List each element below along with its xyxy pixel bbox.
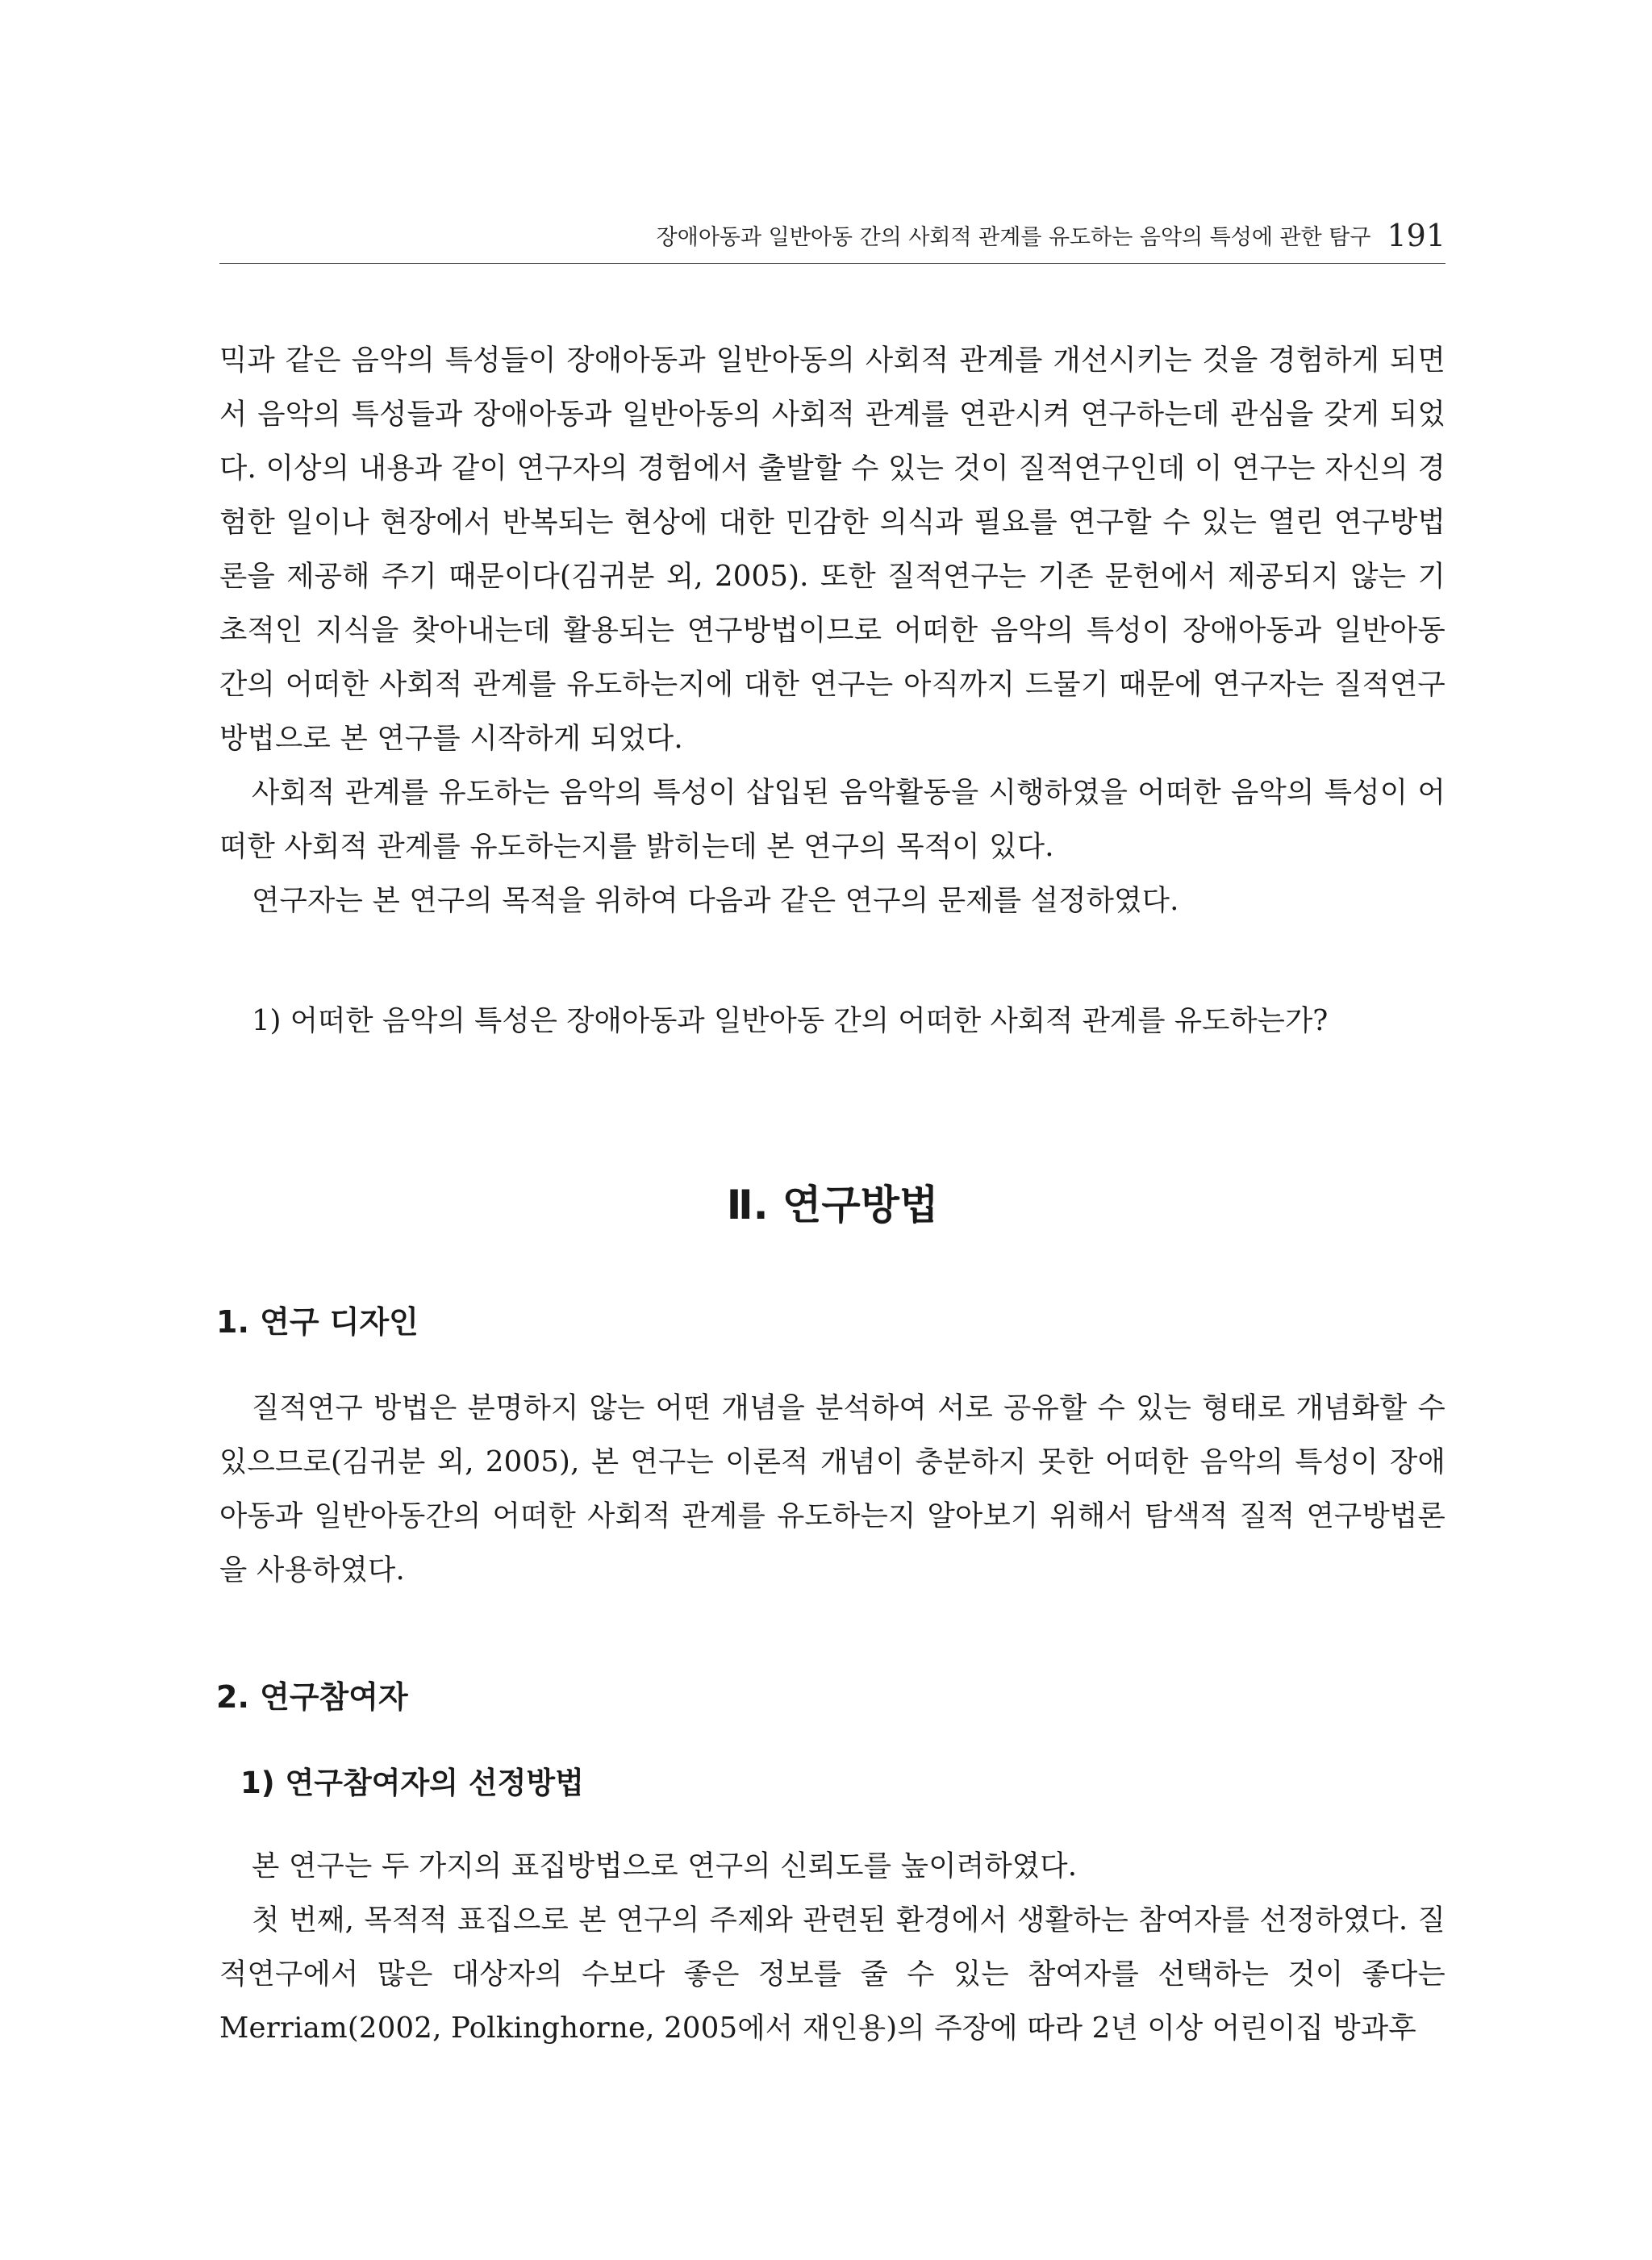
running-title: 장애아동과 일반아동 간의 사회적 관계를 유도하는 음악의 특성에 관한 탐구 — [656, 225, 1371, 250]
intro-paragraph-1: 믹과 같은 음악의 특성들이 장애아동과 일반아동의 사회적 관계를 개선시키는 것을 경험하게 되면서 음악의 특성들과 장애아동과 일반아동의 사회적 관계를 연관시켜 연구하는데 관심을 갖게 되었다. 이상의 내용과 같이 연구자의 경험에서 출발할 수 있는 것이 질적연구인데 이 연구는 자신의 경험한 일이나 현장에서 반복되는 현상에 대한 민감한 의식과 필요를 연구할 수 있는 열린 연구방법론을 제공해 주기 때문이다(김귀분 외, 2005). 또한 질적연구는 기존 문헌에서 제공되지 않는 기초적인 지식을 찾아내는데 활용되는 연구방법이므로 어떠한 음악의 특성이 장애아동과 일반아동 간의 어떠한 사회적 관계를 유도하는지에 대한 연구는 아직까지 드물기 때문에 연구자는 질적연구 방법으로 본 연구를 시작하게 되었다. — [219, 344, 1446, 755]
intro-paragraph-3: 연구자는 본 연구의 목적을 위하여 다음과 같은 연구의 문제를 설정하였다. — [252, 884, 1179, 917]
subsection-1-paragraph-2: 첫 번째, 목적적 표집으로 본 연구의 주제와 관련된 환경에서 생활하는 참여자를 선정하였다. 질적연구에서 많은 대상자의 수보다 좋은 정보를 줄 수 있는 참여자를 선택하는 것이 좋다는 Merriam(2002, Polkinghorne, 2005에서 재인용)의 주장에 따라 2년 이상 어린이집 방과후 — [219, 1903, 1446, 2045]
intro-paragraph-2: 사회적 관계를 유도하는 음악의 특성이 삽입된 음악활동을 시행하였을 어떠한 음악의 특성이 어떠한 사회적 관계를 유도하는지를 밝히는데 본 연구의 목적이 있다. — [219, 776, 1446, 863]
research-question: 1) 어떠한 음악의 특성은 장애아동과 일반아동 간의 어떠한 사회적 관계를 유도하는가? — [252, 1004, 1329, 1037]
subsection-1-title: 1) 연구참여자의 선정방법 — [240, 1766, 584, 1800]
chapter-title: Ⅱ. 연구방법 — [726, 1182, 939, 1228]
running-header — [219, 218, 1446, 253]
page-number: 191 — [1387, 218, 1446, 253]
section-2-title: 2. 연구참여자 — [216, 1679, 408, 1715]
header-rule — [219, 263, 1446, 264]
subsection-1-paragraph-1: 본 연구는 두 가지의 표집방법으로 연구의 신뢰도를 높이려하였다. — [252, 1849, 1078, 1883]
section-1-title: 1. 연구 디자인 — [216, 1304, 419, 1340]
section-1-paragraph: 질적연구 방법은 분명하지 않는 어떤 개념을 분석하여 서로 공유할 수 있는 형태로 개념화할 수 있으므로(김귀분 외, 2005), 본 연구는 이론적 개념이 충분하지 못한 어떠한 음악의 특성이 장애아동과 일반아동간의 어떠한 사회적 관계를 유도하는지 알아보기 위해서 탐색적 질적 연구방법론을 사용하였다. — [219, 1391, 1446, 1587]
